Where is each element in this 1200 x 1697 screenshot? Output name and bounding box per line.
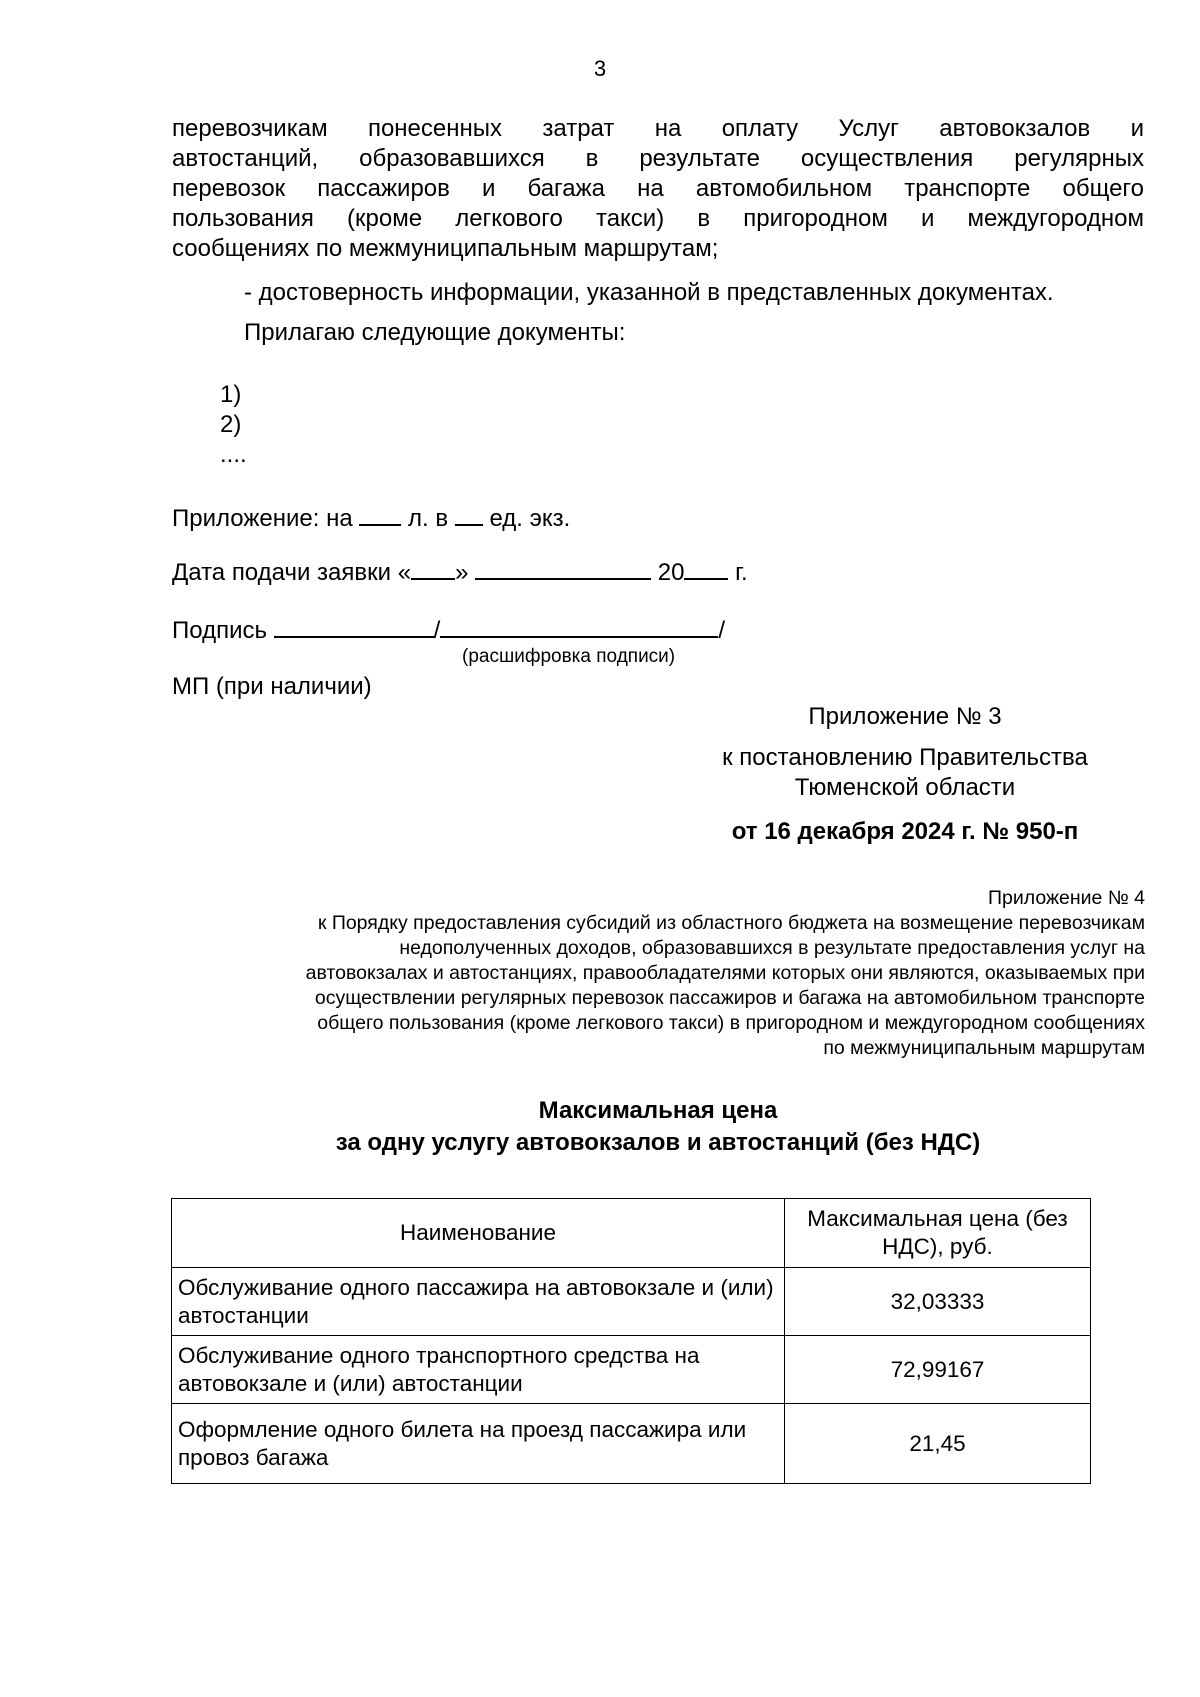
appendix4-line: недополученных доходов, образовавшихся в результате предоставления услуг на (399, 937, 1145, 959)
appendix-mid: л. в (408, 505, 449, 532)
table-header-row (172, 1199, 1091, 1268)
intro-line: пользования (кроме легкового такси) в пригородном и междугородном (172, 205, 1144, 232)
doc-list-item: 1) (220, 381, 242, 408)
service-name: Обслуживание одного пассажира на автовокзале и (или) автостанции (172, 1268, 785, 1336)
appendix4-line: по межмуниципальным маршрутам (823, 1037, 1145, 1059)
intro-paragraph (172, 114, 1144, 264)
resolution-line: к постановлению Правительства (722, 744, 1088, 771)
service-name: Обслуживание одного транспортного средства на автовокзале и (или) автостанции (172, 1336, 785, 1404)
service-price: 72,99167 (785, 1336, 1091, 1404)
stamp-label: МП (при наличии) (172, 673, 372, 700)
header-price: Максимальная цена (без НДС), руб. (785, 1199, 1091, 1268)
signature-slash: / (718, 617, 725, 644)
sheets-blank[interactable] (359, 502, 401, 526)
date-mid: » (455, 559, 469, 586)
signature-hint: (расшифровка подписи) (462, 646, 676, 667)
table-subtitle: за одну услугу автовокзалов и автостанций (без НДС) (335, 1129, 981, 1156)
appendix-prefix: Приложение: на (172, 505, 353, 532)
reliability-line: - достоверность информации, указанной в представленных документах. (244, 279, 1054, 306)
appendix-suffix: ед. экз. (489, 505, 571, 532)
submission-date-line (172, 556, 748, 588)
service-price: 32,03333 (785, 1268, 1091, 1336)
appendix4-line: автовокзалах и автостанциях, правообладателями которых они являются, оказываемых при (305, 962, 1145, 984)
resolution-date-number: от 16 декабря 2024 г. № 950-п (731, 818, 1079, 845)
signature-label: Подпись (172, 617, 267, 644)
date-suffix: г. (735, 559, 748, 586)
header-name: Наименование (172, 1199, 785, 1268)
intro-line: перевозок пассажиров и багажа на автомобильном транспорте общего (172, 175, 1144, 202)
table-title: Максимальная цена (538, 1097, 778, 1124)
service-name: Оформление одного билета на проезд пассажира или провоз багажа (172, 1404, 785, 1484)
table-row (172, 1336, 1091, 1404)
service-price: 21,45 (785, 1404, 1091, 1484)
intro-line: перевозчикам понесенных затрат на оплату Услуг автовокзалов и (172, 115, 1144, 142)
resolution-appendix-no: Приложение № 3 (808, 703, 1002, 730)
table-row (172, 1268, 1091, 1336)
price-table (171, 1198, 1091, 1484)
doc-list-item: .... (220, 441, 247, 468)
table-row (172, 1404, 1091, 1484)
intro-line: автостанций, образовавшихся в результате осуществления регулярных (172, 145, 1144, 172)
signature-line (172, 614, 725, 646)
signature-slash: / (433, 617, 441, 644)
signature-blank[interactable] (274, 614, 434, 638)
date-prefix: Дата подачи заявки « (172, 559, 412, 586)
appendix4-line: общего пользования (кроме легкового такси) в пригородном и междугородном сообщениях (317, 1012, 1145, 1034)
intro-line: сообщениях по межмуниципальным маршрутам; (172, 235, 719, 262)
page-number: 3 (593, 56, 607, 81)
appendix4-line: к Порядку предоставления субсидий из областного бюджета на возмещение перевозчикам (317, 912, 1145, 934)
appendix-count-line (172, 502, 570, 534)
attach-docs-line: Прилагаю следующие документы: (244, 319, 626, 346)
appendix4-header (160, 886, 1145, 1061)
copies-blank[interactable] (455, 502, 483, 526)
date-year: 20 (657, 559, 685, 586)
month-blank[interactable] (475, 556, 651, 580)
appendix4-line: осуществлении регулярных перевозок пассажиров и багажа на автомобильном транспорте (314, 987, 1145, 1009)
resolution-line: Тюменской области (794, 774, 1016, 801)
appendix4-line: Приложение № 4 (988, 887, 1145, 909)
signature-decoding-blank[interactable] (440, 614, 718, 638)
day-blank[interactable] (411, 556, 455, 580)
year-blank[interactable] (684, 556, 728, 580)
doc-list-item: 2) (220, 411, 242, 438)
